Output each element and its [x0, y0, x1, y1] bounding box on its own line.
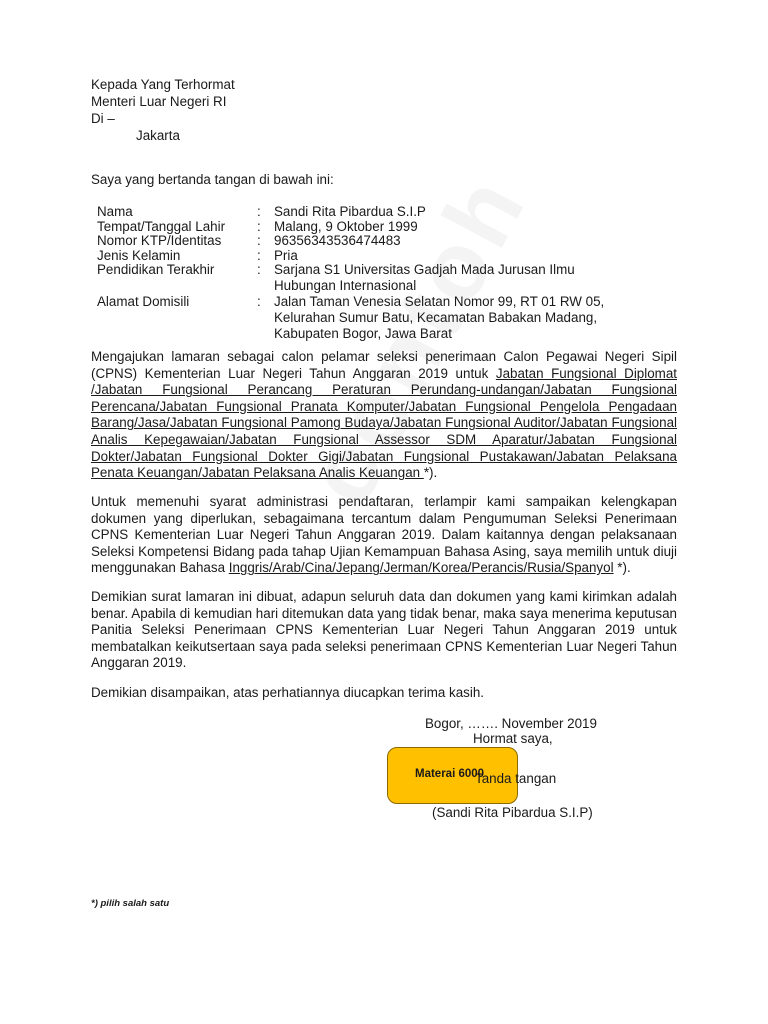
- recipient-line-4: Jakarta: [136, 128, 180, 143]
- requirements-paragraph: [91, 494, 677, 577]
- stamp-label: Materai 6000: [415, 768, 485, 780]
- intro-text: Saya yang bertanda tangan di bawah ini:: [91, 172, 334, 187]
- application-text: Mengajukan lamaran sebagai calon pelamar seleksi penerimaan Calon Pegawai Negeri Sipil (CPNS) Kementerian Luar Negeri Tahun Anggaran 2019 untuk: [91, 349, 677, 381]
- place-date: Bogor, ……. November 2019: [425, 716, 597, 731]
- recipient-line-3: Di –: [91, 111, 115, 126]
- declaration-paragraph: Demikian surat lamaran ini dibuat, adapun seluruh data dan dokumen yang kami kirimkan adalah benar. Apabila di kemudian hari ditemukan data yang tidak benar, maka saya menerima keputusan Panitia Seleksi Penerimaan CPNS Kementerian Luar Negeri Tahun Anggaran 2019 untuk membatalkan keikutsertaan saya pada seleksi penerimaan CPNS Kementerian Luar Negeri Tahun Anggaran 2019.: [91, 589, 677, 671]
- regards-text: Hormat saya,: [473, 731, 553, 746]
- bio-value: 96356343536474483: [274, 233, 401, 248]
- bio-colon: :: [257, 262, 261, 277]
- bio-label: Nama: [97, 204, 133, 219]
- bio-value: Sarjana S1 Universitas Gadjah Mada Jurusan Ilmu: [274, 262, 575, 277]
- bio-colon: :: [257, 293, 261, 309]
- bio-value: Kabupaten Bogor, Jawa Barat: [274, 325, 452, 341]
- bio-value: Pria: [274, 247, 298, 263]
- position-options: Jabatan Fungsional Diplomat /Jabatan Fungsional Perancang Peraturan Perundang-undangan/Jabatan Fungsional Perencana/Jabatan Fungsional Pranata Komputer/Jabatan Fungsional Pengelola Pengadaan Barang/Jasa/Jabatan Fungsional Pamong Budaya/Jabatan Fungsional Auditor/Jabatan Fungsional Analis Kepegawaian/Jabatan Fungsional Assessor SDM Aparatur/Jabatan Fungsional Dokter/Jabatan Fungsional Dokter Gigi/Jabatan Fungsional Pustakawan/Jabatan Pelaksana Penata Keuangan/Jabatan Pelaksana Analis Keuangan: [91, 365, 677, 481]
- requirements-text: Untuk memenuhi syarat administrasi pendaftaran, terlampir kami sampaikan kelengkapan dokumen yang diperlukan, sebagaimana tercantum dalam Pengumuman Seleksi Penerimaan CPNS Kementerian Luar Negeri Tahun Anggaran 2019. Dalam kaitannya dengan pelaksanaan Seleksi Kompetensi Bidang pada tahap Ujian Kemampuan Bahasa Asing, saya memilih untuk diuji menggunakan Bahasa: [91, 494, 677, 576]
- bio-value: Malang, 9 Oktober 1999: [274, 218, 418, 234]
- bio-value: Kelurahan Sumur Batu, Kecamatan Babakan Madang,: [274, 309, 598, 325]
- recipient-line-2: Menteri Luar Negeri RI: [91, 94, 227, 109]
- bio-label: Jenis Kelamin: [97, 247, 181, 263]
- footnote: *) pilih salah satu: [91, 898, 170, 909]
- signature-label: Tanda tangan: [475, 771, 557, 786]
- closing-text: Demikian disampaikan, atas perhatiannya diucapkan terima kasih.: [91, 685, 485, 700]
- footnote-ref: *).: [613, 560, 631, 576]
- bio-label: Nomor KTP/Identitas: [97, 233, 222, 248]
- application-paragraph: [91, 349, 677, 482]
- footnote-ref: *).: [423, 465, 438, 481]
- signer-name: (Sandi Rita Pibardua S.I.P): [432, 805, 593, 820]
- bio-label: Alamat Domisili: [97, 293, 190, 309]
- bio-colon: :: [257, 204, 261, 219]
- bio-colon: :: [257, 247, 261, 263]
- bio-colon: :: [257, 218, 261, 234]
- bio-label: Tempat/Tanggal Lahir: [97, 218, 226, 234]
- bio-value: Hubungan Internasional: [274, 277, 417, 293]
- bio-label: Pendidikan Terakhir: [97, 262, 215, 277]
- recipient-line-1: Kepada Yang Terhormat: [91, 77, 235, 92]
- bio-value: Sandi Rita Pibardua S.I.P: [274, 204, 426, 219]
- bio-value: Jalan Taman Venesia Selatan Nomor 99, RT 01 RW 05,: [274, 293, 605, 309]
- bio-colon: :: [257, 233, 261, 248]
- language-options: Inggris/Arab/Cina/Jepang/Jerman/Korea/Perancis/Rusia/Spanyol: [228, 560, 614, 576]
